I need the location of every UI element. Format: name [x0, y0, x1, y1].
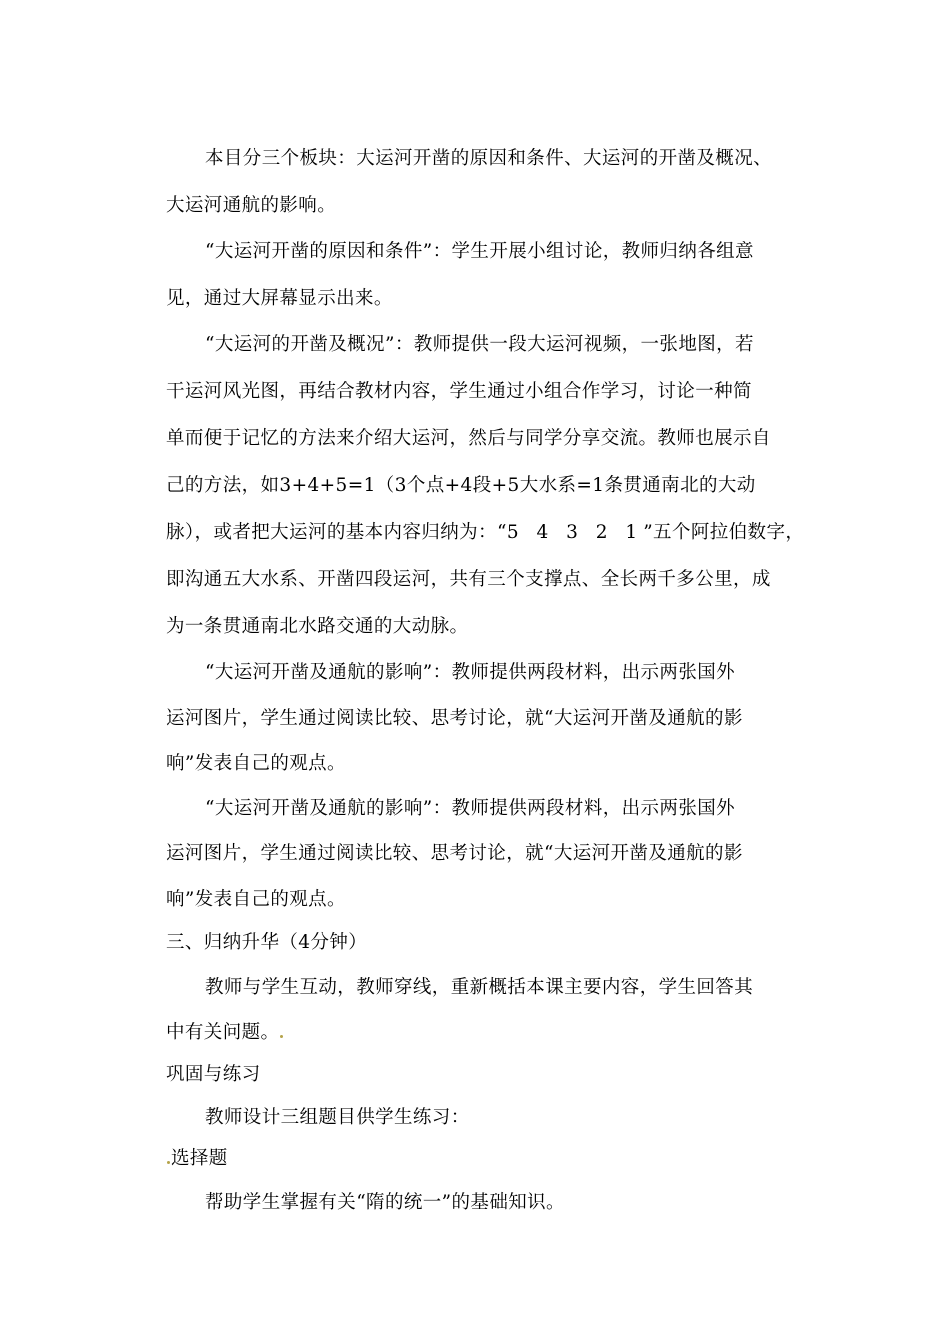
paragraph-line: 教师与学生互动，教师穿线，重新概括本课主要内容，学生回答其 [205, 977, 754, 998]
text-segment: 脉），或者把大运河的基本内容归纳为：“ [166, 522, 507, 543]
arabic-numbers: 5 4 3 2 1 [506, 522, 644, 543]
paragraph-line: 响”发表自己的观点。 [166, 753, 346, 774]
paragraph-line: 运河图片，学生通过阅读比较、思考讨论，就“大运河开凿及通航的影 [166, 708, 743, 729]
stray-mark [280, 1035, 283, 1038]
text-segment: 中有关问题。 [166, 1022, 280, 1043]
paragraph-line: 响”发表自己的观点。 [166, 889, 346, 910]
paragraph-line: “大运河的开凿及概况”：教师提供一段大运河视频，一张地图，若 [205, 334, 754, 355]
paragraph-line: “大运河开凿的原因和条件”：学生开展小组讨论，教师归纳各组意 [205, 241, 754, 262]
paragraph-line: 即沟通五大水系、开凿四段运河，共有三个支撑点、全长两千多公里，成 [166, 569, 771, 590]
paragraph-line: 干运河风光图，再结合教材内容，学生通过小组合作学习，讨论一种简 [166, 381, 752, 402]
paragraph-line: 为一条贯通南北水路交通的大动脉。 [166, 616, 469, 637]
paragraph-line: 见，通过大屏幕显示出来。 [166, 288, 393, 309]
paragraph-line: 教师设计三组题目供学生练习： [205, 1107, 470, 1128]
section-heading: 三、归纳升华（4分钟） [166, 932, 368, 953]
paragraph-line: 单而便于记忆的方法来介绍大运河，然后与同学分享交流。教师也展示自 [166, 428, 771, 449]
paragraph-line: 大运河通航的影响。 [166, 195, 337, 216]
stray-mark [167, 1161, 170, 1164]
paragraph-line: “大运河开凿及通航的影响”：教师提供两段材料，出示两张国外 [205, 798, 736, 819]
paragraph-line: 己的方法，如3+4+5=1（3个点+4段+5大水系=1条贯通南北的大动 [166, 475, 756, 496]
paragraph-line: 帮助学生掌握有关“隋的统一”的基础知识。 [205, 1192, 565, 1213]
paragraph-line: 本目分三个板块：大运河开凿的原因和条件、大运河的开凿及概况、 [205, 148, 773, 169]
paragraph-line [166, 1021, 284, 1045]
paragraph-line: “大运河开凿及通航的影响”：教师提供两段材料，出示两张国外 [205, 662, 736, 683]
paragraph-line: 运河图片，学生通过阅读比较、思考讨论，就“大运河开凿及通航的影 [166, 843, 743, 864]
text-segment: ”五个阿拉伯数字， [643, 522, 805, 543]
text-segment: 选择题 [171, 1148, 228, 1169]
paragraph-line [166, 521, 804, 545]
section-heading [166, 1147, 228, 1171]
section-heading: 巩固与练习 [166, 1064, 261, 1085]
